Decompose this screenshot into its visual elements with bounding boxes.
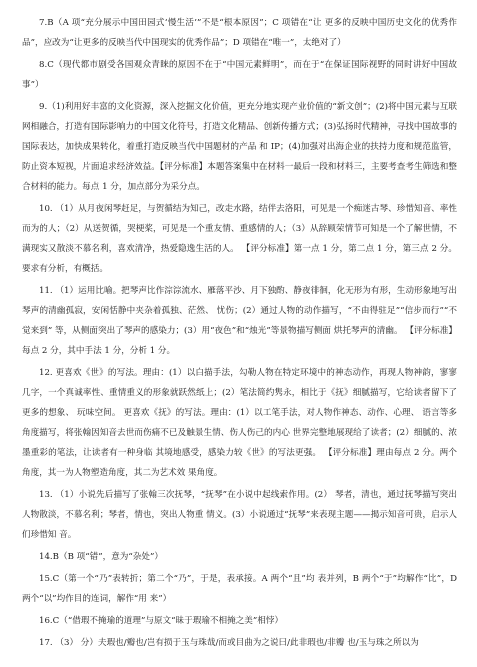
answer-11: 11. （1）运用比喻。把琴声比作淙淙流水、雁落平沙、月下独酌、静夜徘徊，化无形为有形，生动形象地写出琴声的清幽孤寂，安闲恬静中夹杂着孤独、茫然、 忧伤；(2）通过人物的动作描写，“不由得驻足”“信步而行”“不觉来到” 等，从侧面突出了琴声的感染力；(3）用“夜色”和“烛光”等景物描写侧面 烘托琴声的清幽。 【评分标准】每点 2 分，其中手法 1 分，分析 1 分。: [22, 286, 457, 356]
answer-13: 13. （1）小说先后描写了张翰三次抚琴，“抚琴”在小说中起线索作用。(2） 琴者，清也，通过抚琴描写突出人物散淡，不慕名利；琴者，情也，突出人物重 情义。(3）小说通过“抚琴”来表现主题——揭示知音可贵，启示人们珍惜知 音。: [22, 490, 457, 540]
answer-10: 10. （1）从月夜闲琴赶足，与贺循结为知己，改走水路，结伴去洛阳，可见是一个痴迷古琴、珍惜知音、率性而为的人；（2）从送贺循，哭梗桨，可见是一个重友情、重感情的人；（3）从辞顾荣情节可知是一个了解世情，不满现实又散淡不慕名利，喜欢清净，热爱隐逸生活的人。 【评分标准】第一点 1 分，第二点 1 分，第三点 2 分。要求有分析，有概括。: [22, 204, 457, 274]
answer-14: 14.B（B 项“错”，意为“杂处”）: [39, 552, 163, 562]
answer-17: 17. （3） 分）夫瑕也/瓣也/岂有损于玉与珠哉/而或目曲为之说曰/此非瑕也/非瓣 也/玉与珠之所以为: [39, 638, 419, 648]
answer-8: 8.C（现代都市剧受各国观众青睐的原因不在于“中国元素鲜明”，而在于“在保证国际视野的同时讲好中国故事”）: [22, 60, 457, 90]
answer-9: 9.（1)利用好丰富的文化资源，深入挖掘文化价值，更充分地实现产业价值的“新文创”；(2)将中国元素与互联网相融合，打造有国际影响力的中国文化符号，打造文化精品、创新传播方式；(3)弘扬时代精神，寻找中国故事的国际表达，加快成果转化，着重打造反映当代中国题材的产品 和 IP；(4)加强对出海企业的扶持力度和规范监管，防止资本短视，片面追求经济效益。【评分标准】本题答案集中在材料一最后一段和材料三，主要考查考生筛选和整 合材料的能力。每点 1 分，加点部分为采分点。: [22, 102, 457, 192]
answer-16: 16.C（“借瑕不掩瑜的道理”与原文“昧于瑕瑜不相掩之美”相悖）: [39, 616, 284, 626]
answer-15: 15.C（第一个“乃”表转折；第二个“乃”，于是，表承接。A 两个“且”均 表并列，B 两个“于”均解作“比”，D 两个“以”均作目的连词，解作“用 来”）: [22, 574, 457, 604]
answer-12: 12. 更喜欢《世》的写法。理由：(1）以白描手法，勾勒人物在特定环境中的神态动作，再现人物神韵，寥寥几字，一个真诚率性、重情重义的形象就跃然纸上；(2）笔法简约隽永，相比于《抚》细腻描写，它给读者留下了更多的想象、 玩味空间。 更喜欢《抚》的写法。理由：(1）以工笔手法，对人物作神态、动作、心理、 语言等多角度描写，将张翰因知音去世而伤痛不已及触景生情、伤人伤己的内心 世界完整地展现给了读者；(2）细腻的、浓墨重彩的笔法，让读者有一种身临 其境地感受，感染力较《世》的写法更强。 【评分标准】理由每点 2 分。两个角度，其一为人物塑造角度，其二为艺术效 果角度。: [22, 368, 457, 478]
answer-7: 7.B（A 项“充分展示中国田园式‘慢生活’”不是“根本原因”；C 项错在“让 更多的反映中国历史文化的优秀作品”，应改为“让更多的反映当代中国现实的优秀作品”；D 项错在“唯一”，太绝对了）: [22, 18, 457, 48]
